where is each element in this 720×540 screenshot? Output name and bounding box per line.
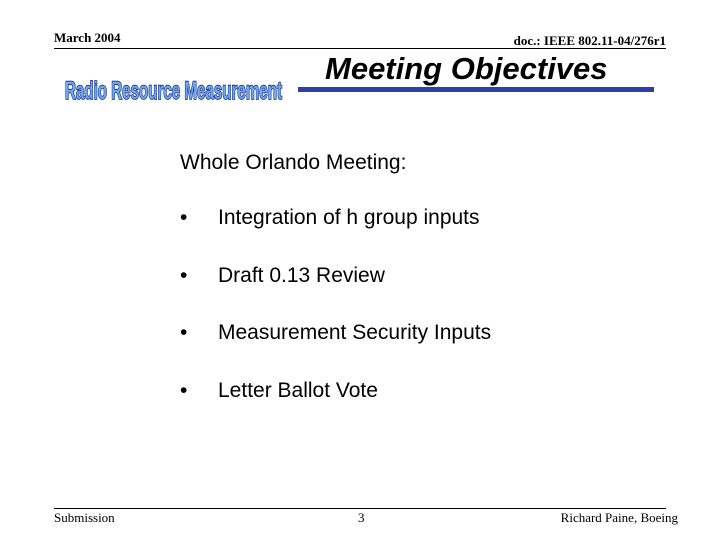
header-doc-id: doc.: IEEE 802.11-04/276r1 (513, 33, 666, 48)
intro-text: Whole Orlando Meeting: (180, 151, 407, 174)
bullet-icon: • (180, 206, 188, 229)
header-divider (54, 48, 666, 49)
bullet-text: Letter Ballot Vote (218, 378, 378, 402)
footer-author: Richard Paine, Boeing (560, 510, 678, 525)
bullet-icon: • (180, 321, 188, 344)
bullet-text: Measurement Security Inputs (218, 321, 492, 344)
footer-divider (54, 508, 666, 509)
footer-submission: Submission (54, 510, 115, 525)
bullet-icon: • (180, 378, 188, 402)
bullet-text: Draft 0.13 Review (218, 263, 385, 287)
page-number: 3 (358, 510, 365, 525)
radio-resource-measurement-logo (64, 74, 284, 104)
title-accent-bar (298, 87, 654, 92)
bullet-icon: • (180, 263, 188, 287)
svg-text:Radio Resource Measurement: Radio Resource Measurement (65, 77, 283, 105)
header-date: March 2004 (54, 30, 121, 45)
logo-graphic (64, 74, 284, 104)
bullet-text: Integration of h group inputs (218, 206, 480, 229)
slide-title: Meeting Objectives (325, 51, 608, 86)
